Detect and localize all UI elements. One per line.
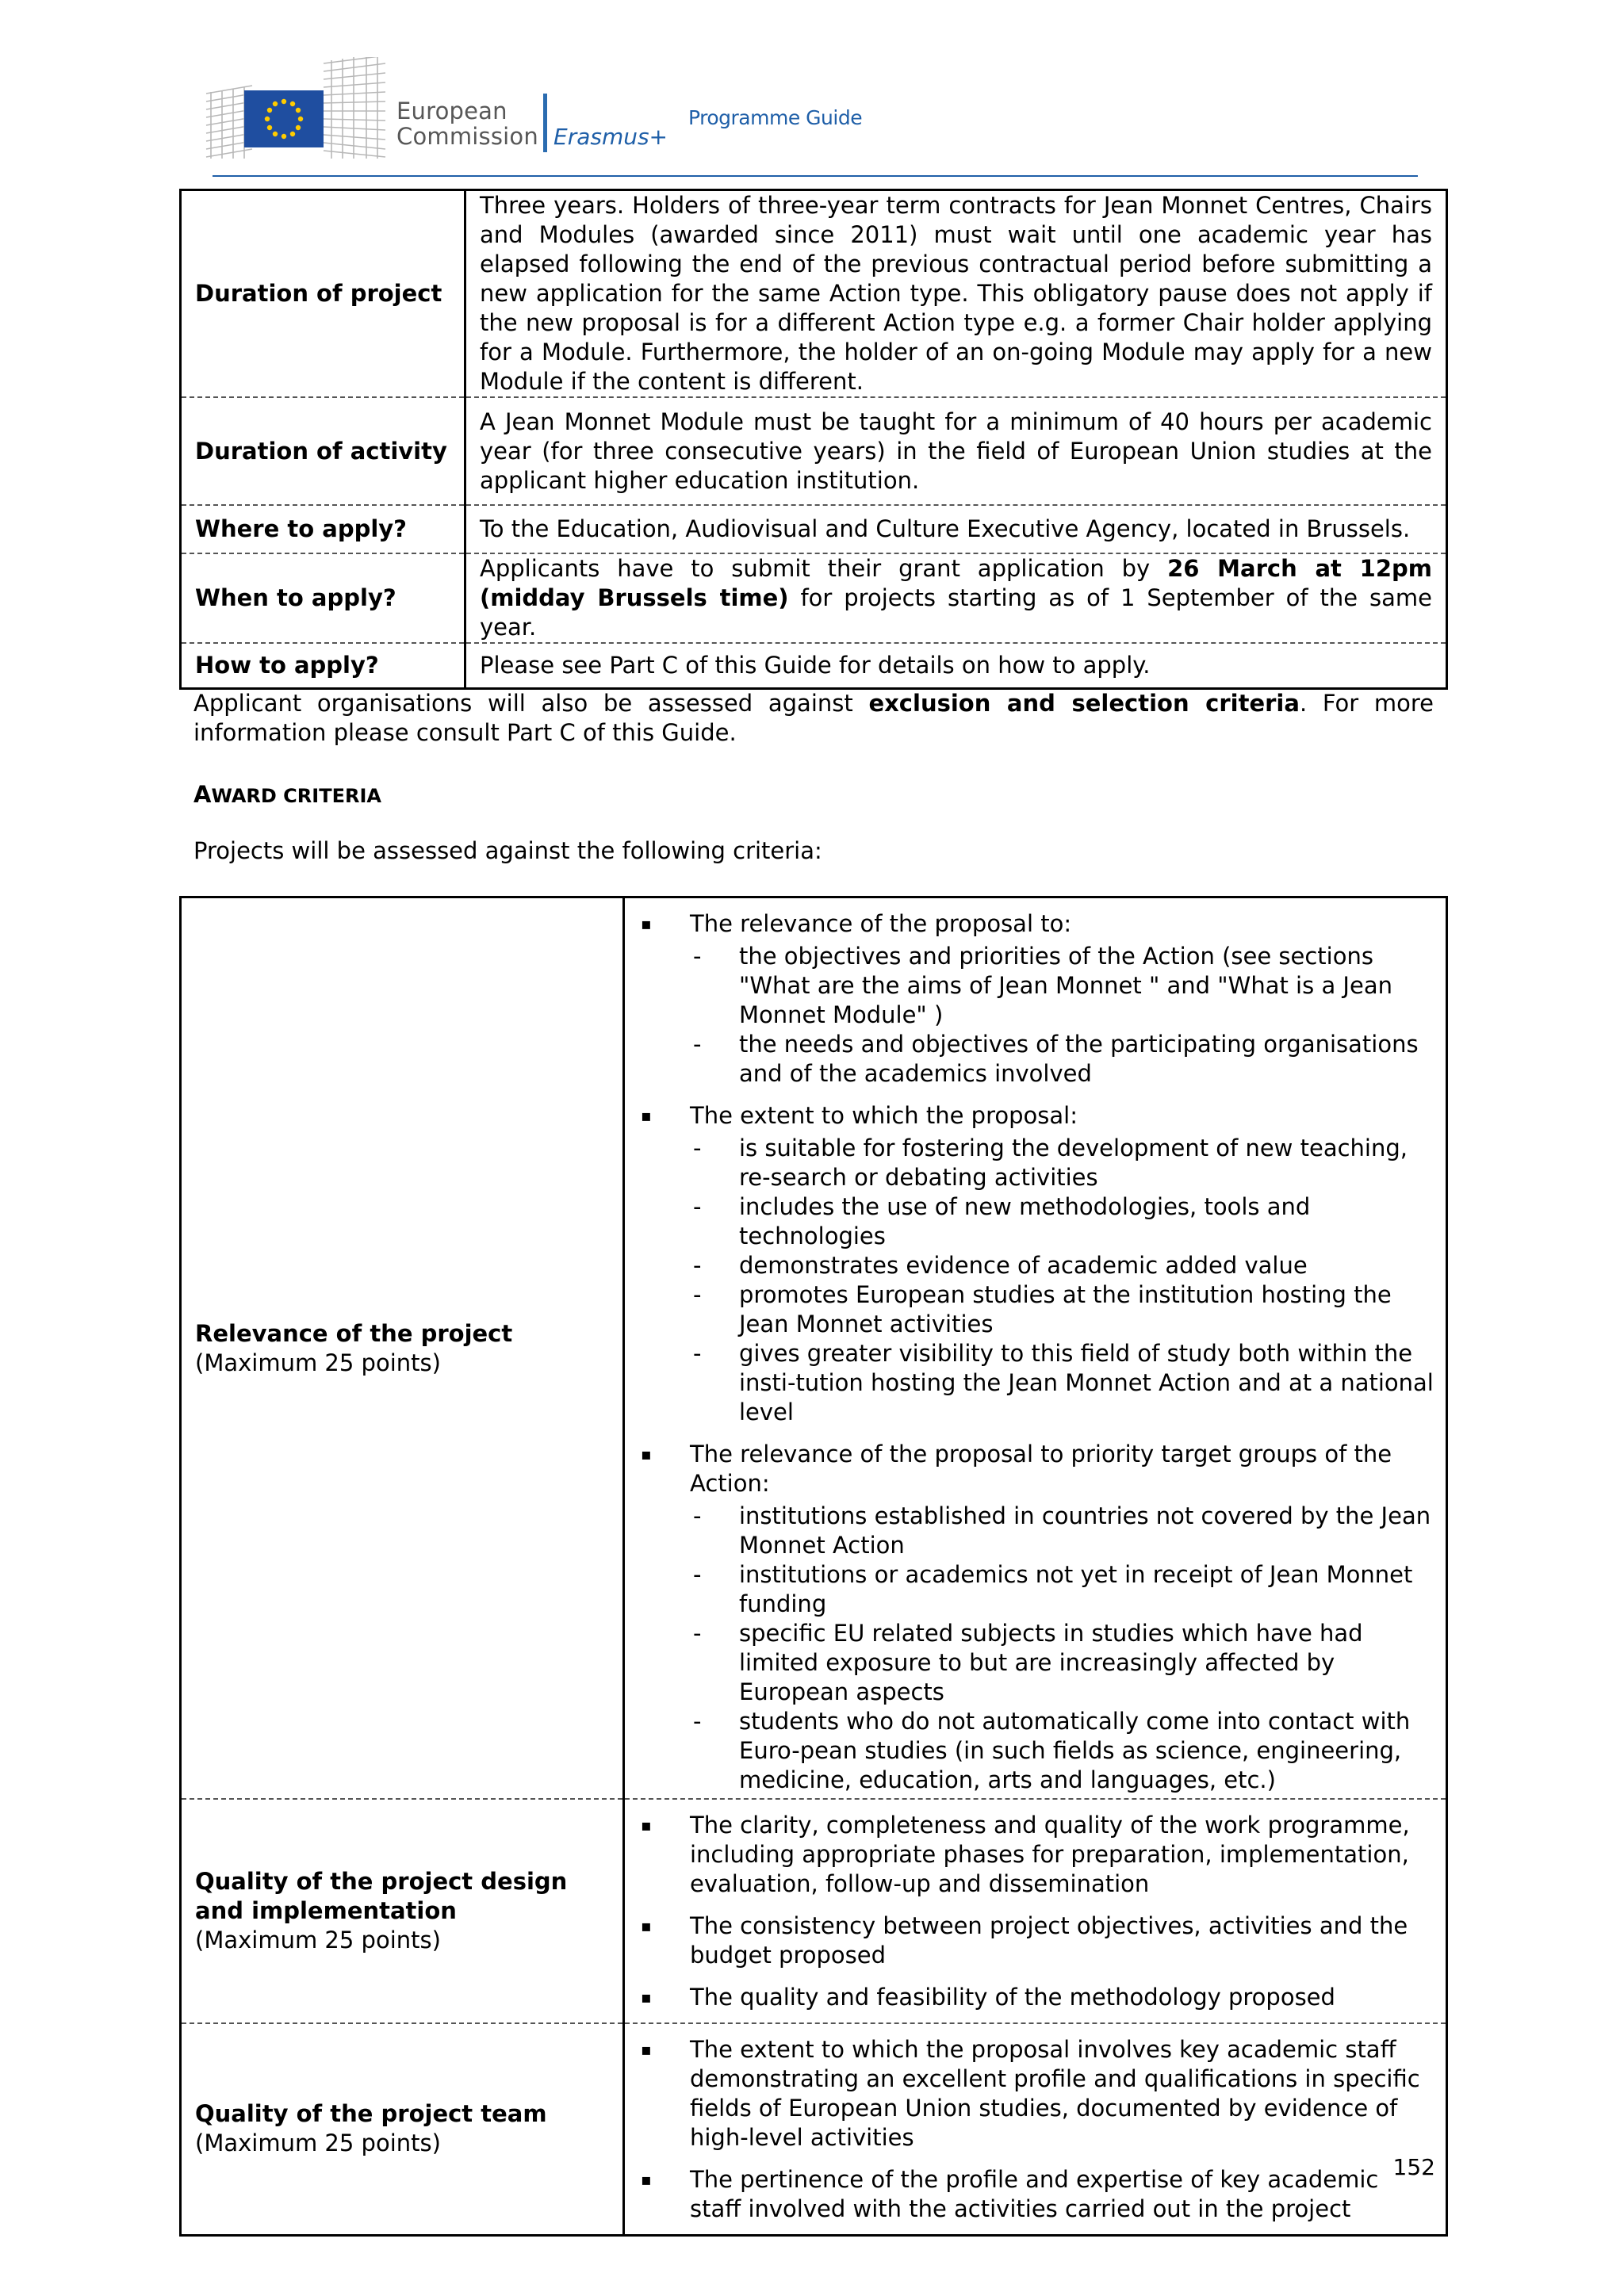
- document-title: Programme Guide: [688, 106, 863, 129]
- criterion-label: Quality of the project design and implementation (Maximum 25 points): [181, 1799, 624, 2023]
- list-item: ▪ The relevance of the proposal to: - the objectives and priorities of the Action (see sections "What are the aims of Jean Monnet " and "What is a Jean Monnet Module" ) - the needs and objectives of the participating organisations and of the academics involved: [641, 909, 1436, 1089]
- list-item: - demonstrates evidence of academic added value: [690, 1251, 1436, 1280]
- table-row: [181, 643, 1447, 688]
- award-criteria-table: [179, 896, 1448, 2237]
- list-item: - includes the use of new methodologies, tools and technologies: [690, 1192, 1436, 1251]
- list-item: ▪ The extent to which the proposal: - is suitable for fostering the development of new teaching, re-search or debating activities - includes the use of new methodologies, tools and technologies - demonstrates evidence of academic added value - promotes European studies at the institution hosting the Jean Monnet activities - gives greater visibility to this field of study both within the insti-tution hosting the Jean Monnet Action and at a national level: [641, 1101, 1436, 1427]
- list-item: ▪ The pertinence of the profile and expertise of key academic staff involved with the activities carried out in the project: [641, 2165, 1436, 2224]
- row-value: Three years. Holders of three-year term contracts for Jean Monnet Centres, Chairs and Modules (awarded since 2011) must wait until one academic year has elapsed following the end of the previous contractual period before submitting a new application for the same Action type. This obligatory pause does not apply if the new proposal is for a different Action type e.g. a former Chair holder applying for a Module. Furthermore, the holder of an on-going Module may apply for a new Module if the content is different.: [465, 190, 1447, 398]
- list-item: - institutions or academics not yet in receipt of Jean Monnet funding: [690, 1560, 1436, 1619]
- page-number: 152: [1392, 2154, 1435, 2180]
- table-row: [181, 397, 1447, 505]
- row-value: Applicants have to submit their grant application by 26 March at 12pm (midday Brussels time) for projects starting as of 1 September of the same year.: [465, 553, 1447, 643]
- row-value: To the Education, Audiovisual and Culture Executive Agency, located in Brussels.: [465, 505, 1447, 553]
- page-header: [205, 52, 1418, 179]
- criterion-details: [624, 2023, 1447, 2235]
- table-row: [181, 505, 1447, 553]
- table-row: [181, 190, 1447, 398]
- row-value: Please see Part C of this Guide for details on how to apply.: [480, 651, 1151, 679]
- european-commission-logo-icon: [205, 57, 387, 162]
- list-item: - the objectives and priorities of the Action (see sections "What are the aims of Jean Monnet " and "What is a Jean Monnet Module" ): [690, 942, 1436, 1030]
- row-label: Where to apply?: [181, 505, 465, 553]
- row-label: Duration of activity: [181, 397, 465, 505]
- assessment-paragraph: Applicant organisations will also be assessed against exclusion and selection criteria. For more information please consult Part C of this Guide.: [193, 690, 1434, 746]
- organisation-name: European Commission: [396, 98, 538, 150]
- list-item: - gives greater visibility to this field of study both within the insti-tution hosting the Jean Monnet Action and at a national level: [690, 1339, 1436, 1427]
- list-item: ▪ The clarity, completeness and quality of the work programme, including appropriate phases for preparation, implementation, evaluation, follow-up and dissemination: [641, 1811, 1436, 1899]
- header-rule: [213, 175, 1418, 177]
- criterion-label: Relevance of the project (Maximum 25 points): [181, 897, 624, 1800]
- row-label: When to apply?: [181, 553, 465, 643]
- table-row: [181, 1799, 1447, 2023]
- list-item: ▪ The consistency between project objectives, activities and the budget proposed: [641, 1911, 1436, 1970]
- table-row: [181, 553, 1447, 643]
- list-item: ▪ The quality and feasibility of the methodology proposed: [641, 1983, 1436, 2012]
- list-item: - promotes European studies at the institution hosting the Jean Monnet activities: [690, 1280, 1436, 1339]
- list-item: - is suitable for fostering the development of new teaching, re-search or debating activities: [690, 1134, 1436, 1192]
- list-item: ▪ The extent to which the proposal involves key academic staff demonstrating an excellent profile and qualifications in specific fields of European Union studies, documented by evidence of high-level activities: [641, 2035, 1436, 2152]
- criteria-intro: Projects will be assessed against the following criteria:: [193, 837, 822, 864]
- criterion-details: [624, 897, 1447, 1800]
- list-item: ▪ The relevance of the proposal to priority target groups of the Action: - institutions established in countries not covered by the Jean Monnet Action - institutions or academics not yet in receipt of Jean Monnet funding - specific EU related subjects in studies which have had limited exposure to but are increasingly affected by European aspects - students who do not automatically come into contact with Euro-pean studies (in such fields as science, engineering, medicine, education, arts and languages, etc.): [641, 1440, 1436, 1795]
- programme-name: Erasmus+: [553, 124, 668, 150]
- row-label: Duration of project: [181, 190, 465, 398]
- table-row: [181, 897, 1447, 1800]
- row-label: How to apply?: [181, 643, 465, 688]
- header-divider: [543, 94, 547, 152]
- project-info-table: [179, 189, 1448, 690]
- list-item: - specific EU related subjects in studies which have had limited exposure to but are increasingly affected by European aspects: [690, 1619, 1436, 1707]
- criterion-label: Quality of the project team (Maximum 25 points): [181, 2023, 624, 2235]
- list-item: - the needs and objectives of the participating organisations and of the academics involved: [690, 1030, 1436, 1089]
- award-criteria-heading: AWARD CRITERIA: [193, 781, 381, 808]
- list-item: - students who do not automatically come into contact with Euro-pean studies (in such fields as science, engineering, medicine, education, arts and languages, etc.): [690, 1707, 1436, 1795]
- row-value: A Jean Monnet Module must be taught for a minimum of 40 hours per academic year (for three consecutive years) in the field of European Union studies at the applicant higher education institution.: [465, 397, 1447, 505]
- table-row: [181, 2023, 1447, 2235]
- criterion-details: [624, 1799, 1447, 2023]
- list-item: - institutions established in countries not covered by the Jean Monnet Action: [690, 1502, 1436, 1560]
